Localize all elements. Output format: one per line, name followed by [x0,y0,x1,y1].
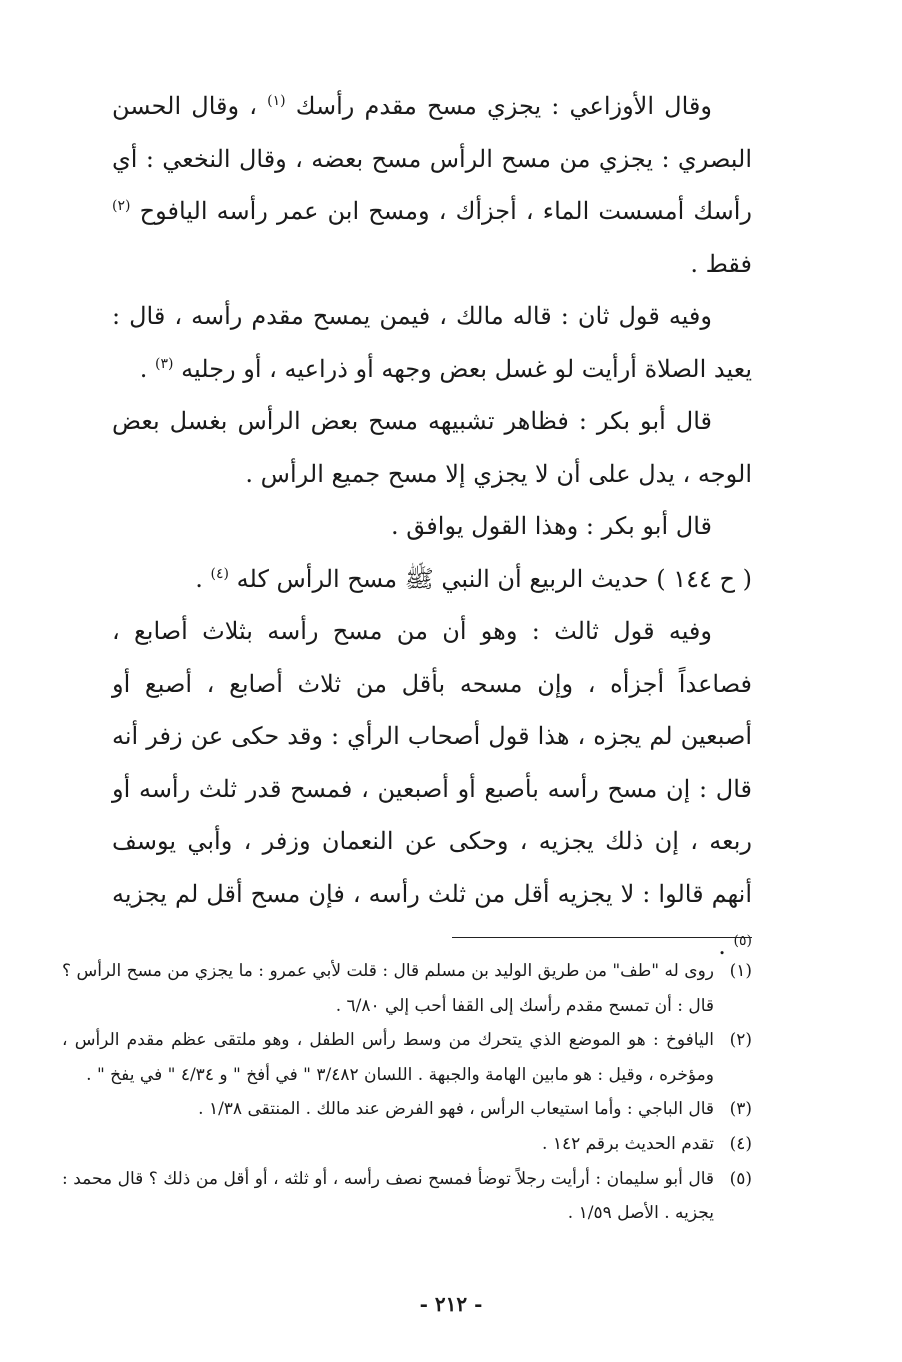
footnote-separator [452,937,752,938]
footnote-number: (١) [729,961,752,981]
footnote-text: تقدم الحديث برقم ١٤٢ . [542,1133,714,1154]
footnote-number: (٥) [729,1168,752,1189]
paragraph-text: وفيه قول ثان : قاله مالك ، فيمن يمسح مقدم رأسه ، قال : يعيد الصلاة أرأيت لو غسل بعض وجهه أو ذراعيه ، أو رجليه [112,302,752,383]
footnote-text: روى له "طف" من طريق الوليد بن مسلم قال : قلت لأبي عمرو : ما يجزي من مسح الرأس ؟ قال : أن تمسح مقدم رأسك إلى القفا أحب إلي ٦/٨٠ . [62,961,714,1016]
main-text-body [112,80,752,973]
footnote-number: (٢) [729,1030,752,1051]
footnote-item [62,1092,752,1127]
footnote-reference: (٥) [733,933,752,949]
paragraph-text: وقال الأوزاعي : يجزي مسح مقدم رأسك [285,92,712,120]
footnote-number: (٤) [729,1133,752,1154]
footnote-item [62,954,752,1023]
paragraph-text: . [139,354,156,383]
paragraph-text: . [195,564,211,593]
footnote-reference: (٤) [210,565,230,582]
paragraph [112,80,752,290]
footnote-item [62,1023,752,1092]
footnote-number: (٣) [729,1099,752,1120]
hadith-paragraph [112,553,752,606]
page-number-text: - ٢١٢ - [419,1292,483,1316]
paragraph [112,290,752,395]
footnote-item [62,1127,752,1162]
paragraph [112,395,752,500]
footnote-text: قال الباجي : وأما استيعاب الرأس ، فهو الفرض عند مالك . المنتقى ١/٣٨ . [198,1099,714,1120]
paragraph-text: وفيه قول ثالث : وهو أن من مسح رأسه بثلاث أصابع ، فصاعداً أجزأه ، وإن مسحه بأقل من ثلاث أصابع ، أصبع أو أصبعين لم يجزه ، هذا قول أصحاب الرأي : وقد حكى عن زفر أنه قال : إن مسح رأسه بأصبع أو أصبعين ، فمسح قدر ثلث رأسه أو ربعه ، إن ذلك يجزيه ، وحكى عن النعمان وزفر ، وأبي يوسف أنهم قالوا : لا يجزيه أقل من ثلث رأسه ، فإن مسح أقل لم يجزيه [112,617,752,908]
paragraph-text: قال أبو بكر : وهذا القول يوافق . [391,512,712,540]
footnote-reference: (٢) [112,198,131,214]
paragraph-text: ، وقال الحسن البصري : يجزي من مسح الرأس مسح بعضه ، وقال النخعي : أي رأسك أمسست الماء ، أجزأك ، ومسح ابن عمر رأسه اليافوح [112,92,752,225]
paragraph-text: فقط . [690,249,752,278]
footnote-reference: (٣) [155,355,174,372]
page-number [0,1292,902,1316]
footnote-text: قال أبو سليمان : أرأيت رجلاً توضأ فمسح نصف رأسه ، أو ثلثه ، أو أقل من ذلك ؟ قال محمد : يجزيه . الأصل ١/٥٩ . [62,1168,714,1224]
footnote-item [62,1162,752,1231]
paragraph-text: . [718,932,734,960]
footnote-text: اليافوخ : هو الموضع الذي يتحرك من وسط رأس الطفل ، وهو ملتقى عظم مقدم الرأس ، ومؤخره ، وقيل : هو مابين الهامة والجبهة . اللسان ٣/٤٨٢ " في أفخ " و ٤/٣٤ " في يفخ " . [62,1030,714,1085]
footnotes-section [62,954,752,1231]
paragraph-text: قال أبو بكر : فظاهر تشبيهه مسح بعض الرأس بغسل بعض الوجه ، يدل على أن لا يجزي إلا مسح جميع الرأس . [112,407,752,488]
paragraph-text: ( ح ١٤٤ ) حديث الربيع أن النبي ﷺ مسح الرأس كله [229,564,752,593]
paragraph [112,605,752,973]
paragraph [112,500,752,553]
footnote-reference: (١) [267,93,286,109]
